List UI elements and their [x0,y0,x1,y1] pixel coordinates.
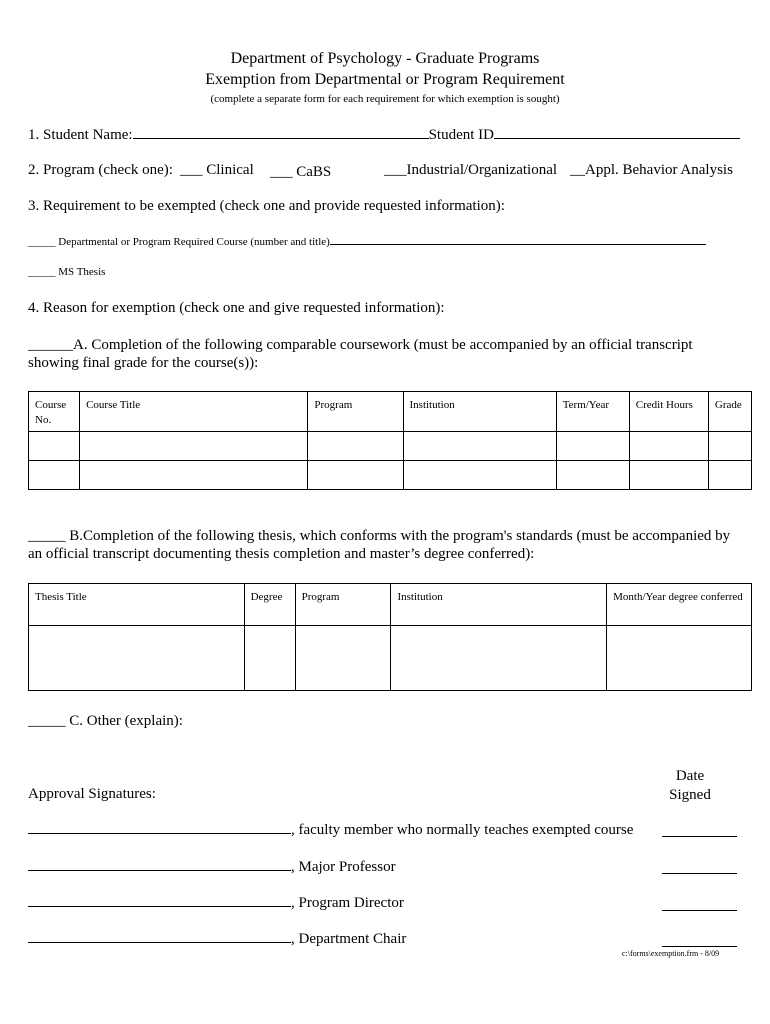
table-cell[interactable] [556,461,629,490]
table-cell[interactable] [80,461,308,490]
table-header-row [29,392,752,432]
program-option-io[interactable]: ___Industrial/Organizational [384,162,558,178]
table-row[interactable] [29,626,752,691]
table-cell[interactable] [708,461,751,490]
program-label: 2. Program (check one): [28,162,173,178]
table-cell[interactable] [244,626,295,691]
table-cell[interactable] [29,461,80,490]
signature-row [28,859,396,876]
requirement-course-option[interactable]: _____ Departmental or Program Required Course (number and title) [28,236,330,248]
date-signed-label: Date Signed [669,768,711,803]
signer-role: , Department Chair [291,931,407,947]
date-line[interactable] [662,873,737,874]
col-program: Program [295,584,391,626]
student-name-row [28,124,740,144]
program-option-cabs[interactable]: ___ CaBS [270,164,332,180]
student-id-field[interactable] [494,124,740,139]
signature-line[interactable] [28,833,291,834]
table-row[interactable] [29,432,752,461]
form-subtitle: Exemption from Departmental or Program Requirement [205,71,565,88]
form-instruction: (complete a separate form for each requirement for which exemption is sought) [210,93,560,105]
date-line[interactable] [662,910,737,911]
reason-a-line2: showing final grade for the course(s)): [28,355,259,371]
table-cell[interactable] [295,626,391,691]
requirement-course-row [28,234,706,248]
reason-b-line2: an official transcript documenting thesis completion and master’s degree conferred): [28,546,535,562]
table-cell[interactable] [403,461,556,490]
table-cell[interactable] [607,626,752,691]
program-option-aba[interactable]: __Appl. Behavior Analysis [570,162,733,178]
reason-label: 4. Reason for exemption (check one and give requested information): [28,300,445,316]
thesis-table [28,583,752,691]
table-cell[interactable] [403,432,556,461]
col-term-year: Term/Year [556,392,629,432]
file-path-footer: c:\forms\exemption.frm - 8/09 [622,949,720,958]
col-thesis-title: Thesis Title [29,584,245,626]
date-line[interactable] [662,946,737,947]
col-course-no: Course No. [29,392,80,432]
date-line[interactable] [662,836,737,837]
signature-row [28,931,406,948]
col-grade: Grade [708,392,751,432]
signer-role: , faculty member who normally teaches exempted course [291,822,634,838]
col-program: Program [308,392,403,432]
table-cell[interactable] [308,432,403,461]
table-row[interactable] [29,461,752,490]
course-number-title-field[interactable] [330,234,706,245]
table-cell[interactable] [629,432,708,461]
table-cell[interactable] [29,626,245,691]
table-cell[interactable] [29,432,80,461]
program-option-clinical[interactable]: ___ Clinical [180,162,254,178]
table-cell[interactable] [391,626,607,691]
signature-row [28,895,404,912]
table-cell[interactable] [308,461,403,490]
approval-label: Approval Signatures: [28,786,156,802]
signature-line[interactable] [28,870,291,871]
signer-role: , Major Professor [291,859,396,875]
col-degree: Degree [244,584,295,626]
table-header-row [29,584,752,626]
reason-c-option[interactable]: _____ C. Other (explain): [28,713,183,729]
coursework-table [28,391,752,490]
table-cell[interactable] [629,461,708,490]
signature-line[interactable] [28,906,291,907]
requirement-label: 3. Requirement to be exempted (check one and provide requested information): [28,198,505,214]
col-month-year-conferred: Month/Year degree conferred [607,584,752,626]
requirement-thesis-option[interactable]: _____ MS Thesis [28,266,106,278]
reason-b-line1[interactable]: _____ B.Completion of the following thesis, which conforms with the program's standards (must be accompanied by [28,528,731,544]
col-course-title: Course Title [80,392,308,432]
student-name-label: 1. Student Name: [28,127,133,143]
student-id-label: Student ID [428,127,494,143]
col-credit-hours: Credit Hours [629,392,708,432]
table-cell[interactable] [80,432,308,461]
reason-a-line1[interactable]: ______A. Completion of the following comparable coursework (must be accompanied by an official transcript [28,337,693,353]
col-institution: Institution [403,392,556,432]
form-title: Department of Psychology - Graduate Programs [230,50,540,67]
signature-row [28,822,633,839]
student-name-field[interactable] [133,124,429,139]
signer-role: , Program Director [291,895,404,911]
col-institution: Institution [391,584,607,626]
table-cell[interactable] [708,432,751,461]
table-cell[interactable] [556,432,629,461]
signature-line[interactable] [28,942,291,943]
